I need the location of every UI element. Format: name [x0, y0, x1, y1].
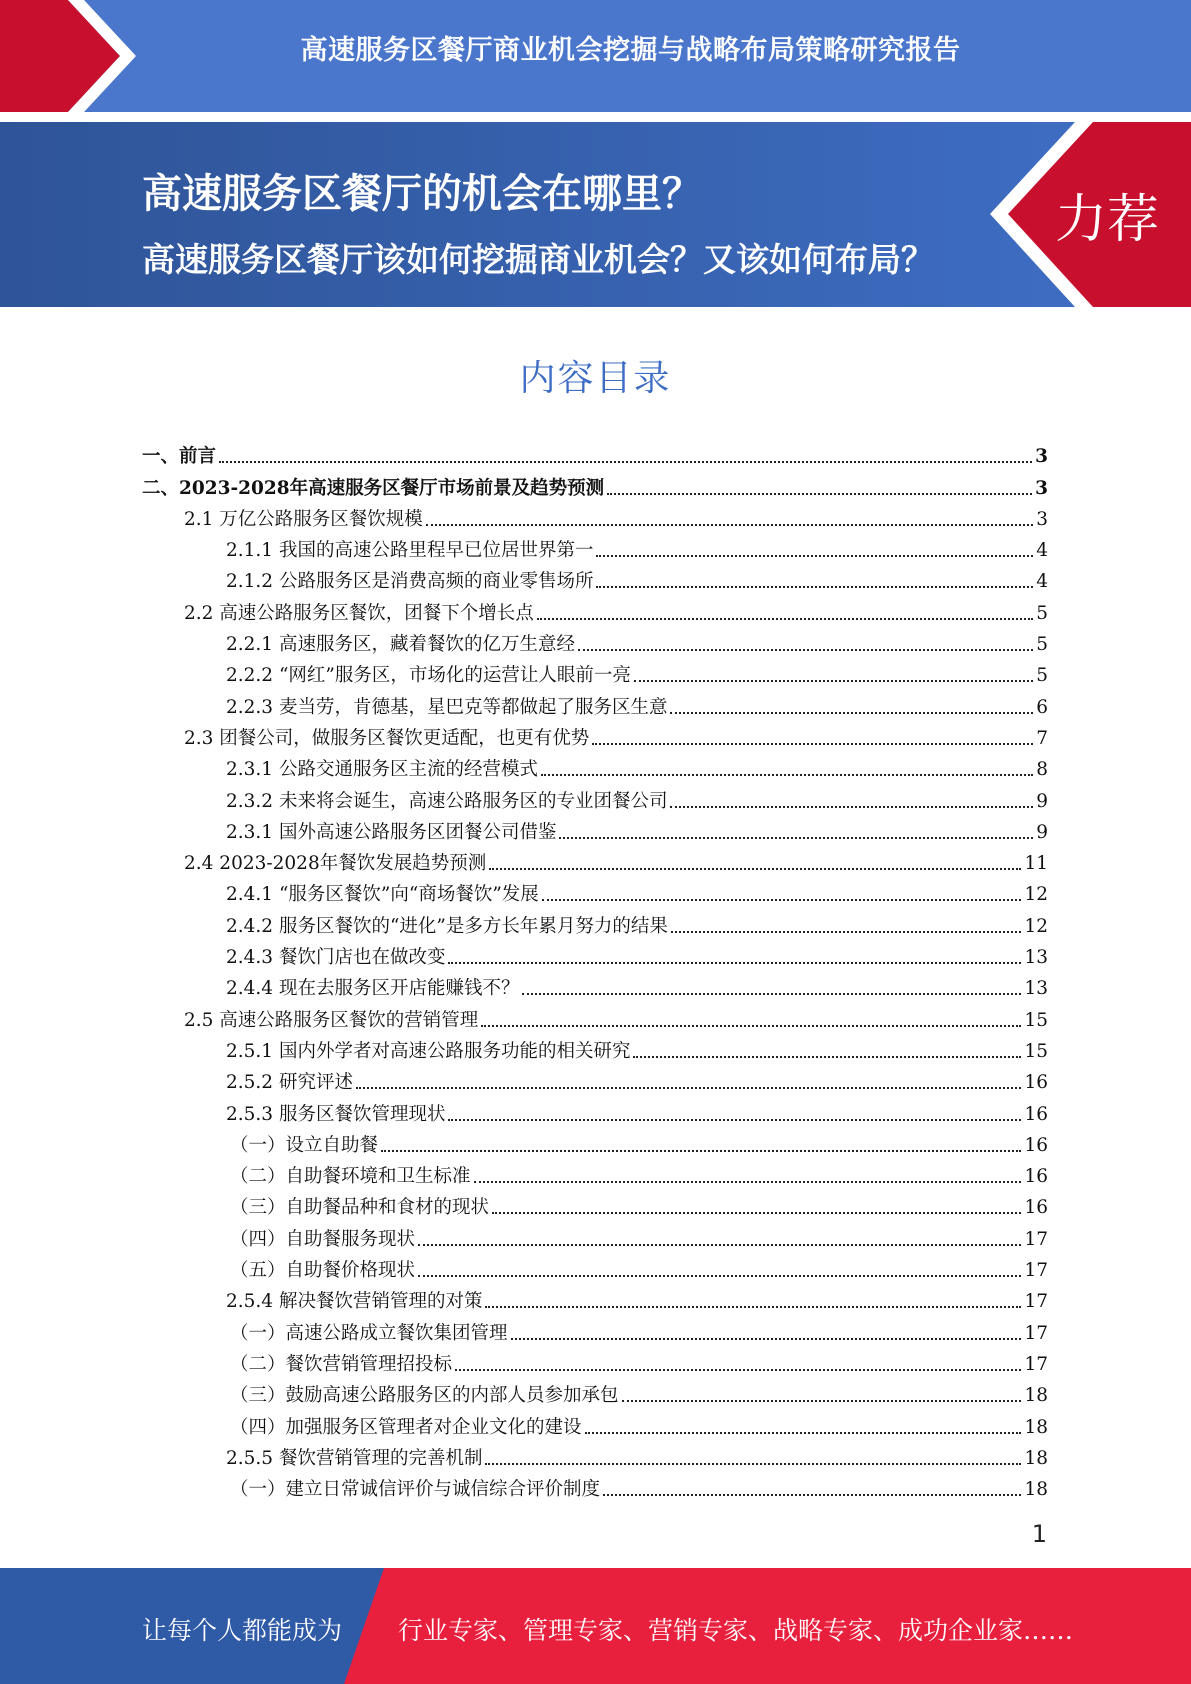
toc-entry-page: 17	[1024, 1353, 1048, 1375]
toc-entry-page: 3	[1036, 508, 1048, 530]
toc-dot-leader	[448, 962, 1021, 964]
toc-entry-page: 12	[1024, 915, 1048, 937]
footer-band	[0, 1568, 1191, 1684]
toc-entry-page: 16	[1024, 1166, 1048, 1188]
hero-question-2: 高速服务区餐厅该如何挖掘商业机会？又该如何布局？	[142, 240, 934, 279]
toc-entry-title: 2.2.1 高速服务区，藏着餐饮的亿万生意经	[226, 634, 575, 656]
toc-entry-title: （四）加强服务区管理者对企业文化的建设	[230, 1416, 582, 1438]
toc-entry-page: 8	[1036, 759, 1048, 781]
top-banner	[0, 0, 1191, 112]
toc-dot-leader	[622, 1400, 1022, 1402]
toc-entry-page: 5	[1036, 602, 1048, 624]
toc-entry-page: 15	[1024, 1040, 1048, 1062]
toc-entry-title: 2.5.2 研究评述	[226, 1072, 353, 1094]
toc-entry-title: 2.5.3 服务区餐饮管理现状	[226, 1103, 446, 1125]
toc-entry-title: 2.5 高速公路服务区餐饮的营销管理	[184, 1009, 479, 1031]
table-of-contents	[142, 437, 1048, 1501]
toc-dot-leader	[592, 743, 1033, 745]
toc-entry-title: 2.5.4 解决餐饮营销管理的对策	[226, 1291, 483, 1313]
toc-entry[interactable]	[142, 781, 1048, 812]
toc-entry[interactable]	[142, 1094, 1048, 1125]
toc-entry[interactable]	[142, 531, 1048, 562]
toc-entry[interactable]	[142, 656, 1048, 687]
toc-dot-leader	[541, 774, 1033, 776]
toc-entry-page: 4	[1036, 571, 1048, 593]
toc-entry-title: 2.1.1 我国的高速公路里程早已位居世界第一	[226, 540, 594, 562]
toc-entry[interactable]	[142, 562, 1048, 593]
toc-entry-title: （一）设立自助餐	[230, 1134, 379, 1156]
toc-entry-page: 16	[1024, 1197, 1048, 1219]
toc-entry-title: 2.4 2023-2028年餐饮发展趋势预测	[184, 853, 487, 875]
toc-entry-title: （三）鼓励高速公路服务区的内部人员参加承包	[230, 1385, 619, 1407]
toc-entry-title: 2.3.2 未来将会诞生，高速公路服务区的专业团餐公司	[226, 790, 668, 812]
toc-entry[interactable]	[142, 500, 1048, 531]
toc-dot-leader	[418, 1244, 1021, 1246]
toc-entry[interactable]	[142, 1126, 1048, 1157]
toc-entry[interactable]	[142, 1376, 1048, 1407]
recommend-badge: 力荐	[1055, 190, 1160, 250]
toc-dot-leader	[670, 712, 1033, 714]
toc-dot-leader	[489, 868, 1021, 870]
toc-entry[interactable]	[142, 906, 1048, 937]
toc-entry-page: 9	[1036, 790, 1048, 812]
toc-entry[interactable]	[142, 1345, 1048, 1376]
toc-entry-title: 2.2.2 “网红”服务区，市场化的运营让人眼前一亮	[226, 665, 631, 687]
toc-entry-title: （三）自助餐品种和食材的现状	[230, 1197, 490, 1219]
footer-slogan-left: 让每个人都能成为	[142, 1616, 343, 1645]
toc-entry[interactable]	[142, 1063, 1048, 1094]
toc-entry-title: （四）自助餐服务现状	[230, 1228, 416, 1250]
toc-entry-page: 3	[1035, 446, 1048, 468]
toc-entry[interactable]	[142, 1032, 1048, 1063]
toc-entry-title: 2.2 高速公路服务区餐饮，团餐下个增长点	[184, 602, 534, 624]
toc-entry[interactable]	[142, 844, 1048, 875]
toc-entry-title: （一）建立日常诚信评价与诚信综合评价制度	[230, 1479, 601, 1501]
toc-entry-title: （五）自助餐价格现状	[230, 1260, 416, 1282]
toc-entry[interactable]	[142, 1439, 1048, 1470]
toc-entry-page: 5	[1036, 665, 1048, 687]
toc-entry[interactable]	[142, 875, 1048, 906]
toc-dot-leader	[485, 1463, 1021, 1465]
toc-dot-leader	[356, 1087, 1022, 1089]
toc-dot-leader	[596, 555, 1033, 557]
hero-question-1: 高速服务区餐厅的机会在哪里？	[142, 171, 702, 217]
toc-dot-leader	[418, 1275, 1021, 1277]
toc-entry-page: 16	[1024, 1103, 1048, 1125]
toc-entry-page: 17	[1024, 1322, 1048, 1344]
toc-entry[interactable]	[142, 719, 1048, 750]
toc-entry-page: 17	[1024, 1260, 1048, 1282]
toc-dot-leader	[426, 524, 1033, 526]
toc-entry-title: （二）自助餐环境和卫生标准	[230, 1166, 471, 1188]
toc-dot-leader	[603, 1494, 1021, 1496]
toc-entry-title: （二）餐饮营销管理招投标	[230, 1353, 453, 1375]
report-title: 高速服务区餐厅商业机会挖掘与战略布局策略研究报告	[300, 35, 961, 66]
toc-entry[interactable]	[142, 813, 1048, 844]
toc-entry-title: （一）高速公路成立餐饮集团管理	[230, 1322, 508, 1344]
toc-dot-leader	[219, 461, 1032, 463]
toc-entry-title: 2.4.1 “服务区餐饮”向“商场餐饮”发展	[226, 884, 539, 906]
toc-entry-title: 2.4.2 服务区餐饮的“进化”是多方长年累月努力的结果	[226, 915, 668, 937]
toc-entry-page: 17	[1024, 1291, 1048, 1313]
hero-band	[0, 122, 1191, 307]
toc-dot-leader	[455, 1369, 1021, 1371]
toc-entry[interactable]	[142, 1282, 1048, 1313]
toc-entry[interactable]	[142, 1470, 1048, 1501]
toc-heading: 内容目录	[519, 358, 672, 399]
toc-entry[interactable]	[142, 938, 1048, 969]
toc-dot-leader	[585, 1432, 1022, 1434]
toc-entry[interactable]	[142, 593, 1048, 624]
toc-dot-leader	[633, 1056, 1021, 1058]
toc-entry[interactable]	[142, 1407, 1048, 1438]
toc-entry-page: 15	[1024, 1009, 1048, 1031]
page-number: 1	[1031, 1520, 1047, 1548]
toc-dot-leader	[481, 1025, 1021, 1027]
toc-entry[interactable]	[142, 750, 1048, 781]
toc-entry-title: 2.2.3 麦当劳，肯德基，星巴克等都做起了服务区生意	[226, 696, 668, 718]
toc-entry-title: 一、前言	[142, 446, 217, 468]
toc-dot-leader	[448, 1119, 1021, 1121]
toc-entry-page: 3	[1035, 477, 1048, 499]
toc-dot-leader	[542, 899, 1022, 901]
toc-entry-page: 6	[1036, 696, 1048, 718]
toc-entry-page: 16	[1024, 1072, 1048, 1094]
toc-entry[interactable]	[142, 969, 1048, 1000]
toc-dot-leader	[492, 1212, 1021, 1214]
toc-entry-title: 2.4.3 餐饮门店也在做改变	[226, 947, 446, 969]
toc-dot-leader	[559, 837, 1033, 839]
toc-dot-leader	[511, 1338, 1022, 1340]
toc-entry-title: 2.4.4 现在去服务区开店能赚钱不？	[226, 978, 520, 1000]
footer-slogan-right: 行业专家、管理专家、营销专家、战略专家、成功企业家……	[398, 1616, 1074, 1645]
toc-dot-leader	[671, 931, 1022, 933]
toc-entry-title: 二、2023-2028年高速服务区餐厅市场前景及趋势预测	[142, 477, 605, 499]
toc-entry[interactable]	[142, 468, 1048, 499]
toc-entry-page: 4	[1036, 540, 1048, 562]
toc-entry-page: 9	[1036, 821, 1048, 843]
toc-entry[interactable]	[142, 437, 1048, 468]
toc-entry-page: 18	[1024, 1385, 1048, 1407]
toc-entry-title: 2.5.1 国内外学者对高速公路服务功能的相关研究	[226, 1040, 631, 1062]
toc-entry-title: 2.3.1 国外高速公路服务区团餐公司借鉴	[226, 821, 557, 843]
toc-entry-page: 11	[1024, 853, 1048, 875]
toc-entry-title: 2.3 团餐公司，做服务区餐饮更适配，也更有优势	[184, 727, 590, 749]
toc-entry[interactable]	[142, 1188, 1048, 1219]
toc-entry[interactable]	[142, 1000, 1048, 1031]
toc-entry-page: 16	[1024, 1134, 1048, 1156]
toc-entry-title: 2.5.5 餐饮营销管理的完善机制	[226, 1447, 483, 1469]
toc-dot-leader	[634, 680, 1033, 682]
toc-entry-title: 2.1 万亿公路服务区餐饮规模	[184, 508, 423, 530]
toc-entry-title: 2.3.1 公路交通服务区主流的经营模式	[226, 759, 538, 781]
toc-entry-page: 7	[1036, 727, 1048, 749]
toc-entry[interactable]	[142, 1313, 1048, 1344]
toc-entry-page: 18	[1024, 1416, 1048, 1438]
toc-dot-leader	[596, 586, 1033, 588]
toc-entry-page: 12	[1024, 884, 1048, 906]
toc-dot-leader	[485, 1306, 1021, 1308]
toc-entry[interactable]	[142, 625, 1048, 656]
toc-entry[interactable]	[142, 1251, 1048, 1282]
toc-dot-leader	[474, 1181, 1022, 1183]
toc-entry-page: 13	[1024, 947, 1048, 969]
toc-dot-leader	[381, 1150, 1021, 1152]
toc-entry-page: 5	[1036, 634, 1048, 656]
toc-entry[interactable]	[142, 1157, 1048, 1188]
toc-dot-leader	[607, 493, 1032, 495]
toc-entry[interactable]	[142, 1219, 1048, 1250]
toc-dot-leader	[670, 806, 1033, 808]
toc-dot-leader	[578, 649, 1033, 651]
toc-entry-title: 2.1.2 公路服务区是消费高频的商业零售场所	[226, 571, 594, 593]
toc-dot-leader	[522, 993, 1021, 995]
toc-dot-leader	[537, 618, 1033, 620]
toc-entry[interactable]	[142, 687, 1048, 718]
toc-entry-page: 13	[1024, 978, 1048, 1000]
toc-entry-page: 17	[1024, 1228, 1048, 1250]
toc-entry-page: 18	[1024, 1479, 1048, 1501]
toc-entry-page: 18	[1024, 1447, 1048, 1469]
